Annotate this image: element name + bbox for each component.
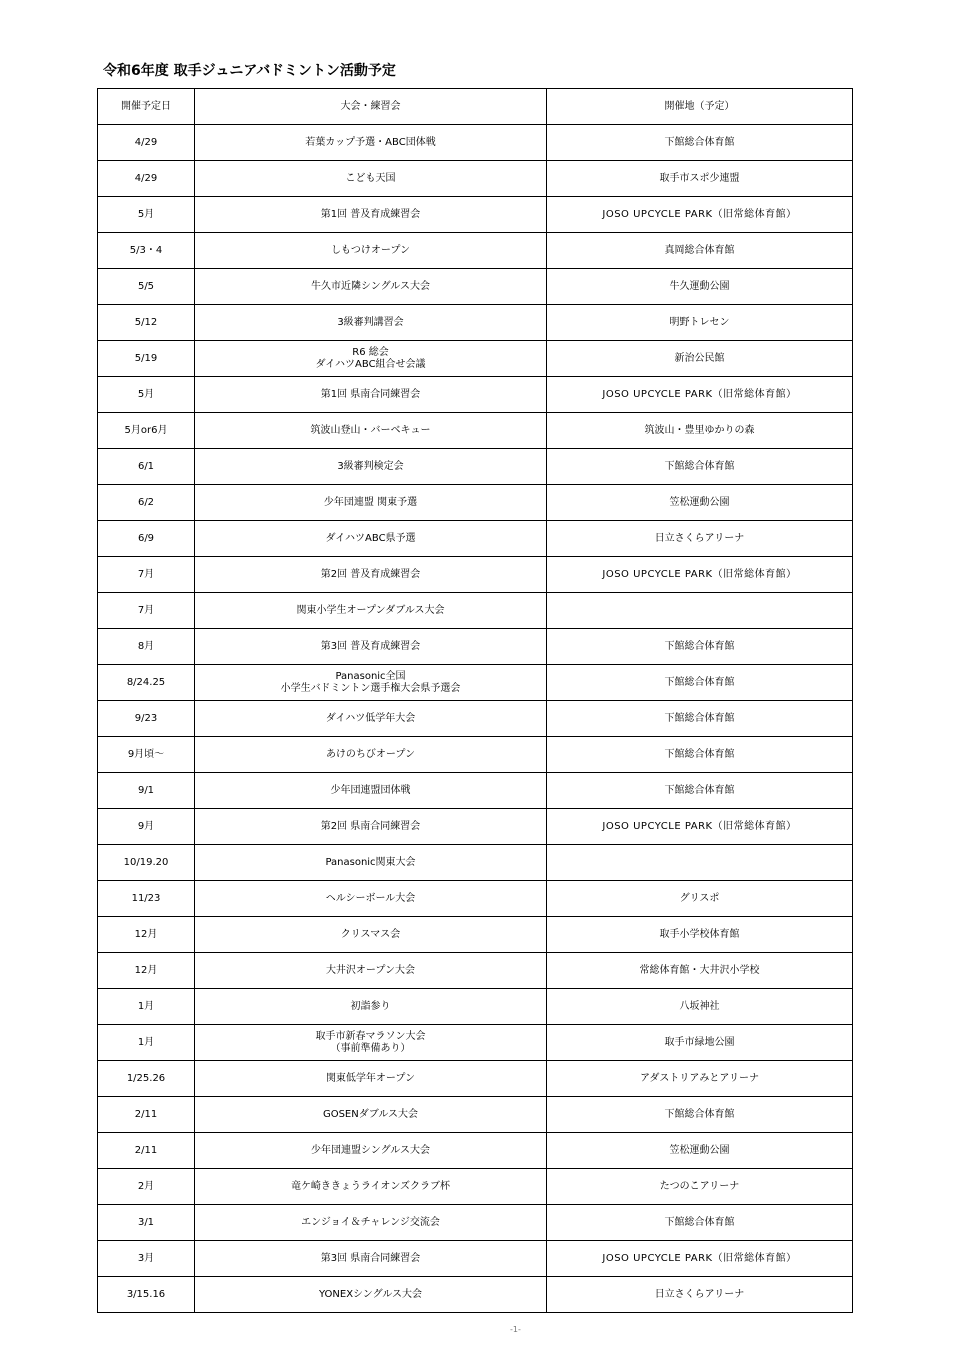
cell-event: 3級審判検定会	[195, 449, 547, 485]
cell-venue: 常総体育館・大井沢小学校	[547, 953, 853, 989]
cell-venue: 笠松運動公園	[547, 1133, 853, 1169]
table-row	[98, 701, 853, 737]
cell-venue: 取手小学校体育館	[547, 917, 853, 953]
cell-date: 5/3・4	[98, 233, 195, 269]
cell-venue: 下館総合体育館	[547, 1205, 853, 1241]
table-row	[98, 341, 853, 377]
cell-venue: 新治公民館	[547, 341, 853, 377]
cell-venue: 日立さくらアリーナ	[547, 521, 853, 557]
cell-event: こども天国	[195, 161, 547, 197]
table-row	[98, 737, 853, 773]
cell-event: 第2回 県南合同練習会	[195, 809, 547, 845]
cell-event: YONEXシングルス大会	[195, 1277, 547, 1313]
table-row	[98, 125, 853, 161]
cell-date: 5/12	[98, 305, 195, 341]
cell-date: 8/24.25	[98, 665, 195, 701]
cell-date: 10/19.20	[98, 845, 195, 881]
cell-event: ダイハツABC県予選	[195, 521, 547, 557]
cell-date: 7月	[98, 557, 195, 593]
table-row	[98, 665, 853, 701]
cell-date: 5/5	[98, 269, 195, 305]
cell-venue: JOSO UPCYCLE PARK（旧常総体育館）	[547, 809, 853, 845]
cell-event: しもつけオープン	[195, 233, 547, 269]
table-row	[98, 1097, 853, 1133]
header-event: 大会・練習会	[195, 89, 547, 125]
cell-venue: たつのこアリーナ	[547, 1169, 853, 1205]
table-row	[98, 269, 853, 305]
cell-event: 竜ケ崎ききょうライオンズクラブ杯	[195, 1169, 547, 1205]
cell-event: 初詣参り	[195, 989, 547, 1025]
cell-event: 少年団連盟 関東予選	[195, 485, 547, 521]
cell-event: 第2回 普及育成練習会	[195, 557, 547, 593]
cell-event: 第3回 県南合同練習会	[195, 1241, 547, 1277]
page-number: -1-	[510, 1325, 521, 1334]
cell-event: 大井沢オープン大会	[195, 953, 547, 989]
cell-venue: 取手市緑地公園	[547, 1025, 853, 1061]
cell-date: 5月or6月	[98, 413, 195, 449]
cell-date: 4/29	[98, 161, 195, 197]
cell-event: Panasonic全国 小学生バドミントン選手権大会県予選会	[195, 665, 547, 701]
header-venue: 開催地（予定）	[547, 89, 853, 125]
table-row	[98, 917, 853, 953]
cell-venue: 下館総合体育館	[547, 701, 853, 737]
cell-venue: 笠松運動公園	[547, 485, 853, 521]
cell-event: 牛久市近隣シングルス大会	[195, 269, 547, 305]
cell-event: 若葉カップ予選・ABC団体戦	[195, 125, 547, 161]
table-row	[98, 989, 853, 1025]
cell-venue: 下館総合体育館	[547, 629, 853, 665]
cell-date: 9月頃～	[98, 737, 195, 773]
cell-event: R6 総会 ダイハツABC組合せ会議	[195, 341, 547, 377]
cell-date: 1月	[98, 1025, 195, 1061]
cell-event: 3級審判講習会	[195, 305, 547, 341]
table-row	[98, 953, 853, 989]
cell-date: 1月	[98, 989, 195, 1025]
cell-event: ヘルシーボール大会	[195, 881, 547, 917]
cell-date: 3月	[98, 1241, 195, 1277]
cell-venue: 下館総合体育館	[547, 773, 853, 809]
table-row	[98, 449, 853, 485]
cell-venue: アダストリアみとアリーナ	[547, 1061, 853, 1097]
cell-event: 第1回 県南合同練習会	[195, 377, 547, 413]
table-row	[98, 413, 853, 449]
cell-date: 5月	[98, 197, 195, 233]
cell-event: クリスマス会	[195, 917, 547, 953]
cell-date: 6/9	[98, 521, 195, 557]
cell-date: 1/25.26	[98, 1061, 195, 1097]
cell-venue	[547, 593, 853, 629]
cell-event: GOSENダブルス大会	[195, 1097, 547, 1133]
cell-venue: 下館総合体育館	[547, 665, 853, 701]
cell-date: 9月	[98, 809, 195, 845]
cell-venue: 下館総合体育館	[547, 1097, 853, 1133]
cell-venue: 下館総合体育館	[547, 737, 853, 773]
table-header-row	[98, 89, 853, 125]
cell-event: 筑波山登山・バーベキュー	[195, 413, 547, 449]
cell-venue: 筑波山・豊里ゆかりの森	[547, 413, 853, 449]
table-row	[98, 1277, 853, 1313]
cell-event: 第1回 普及育成練習会	[195, 197, 547, 233]
cell-date: 2/11	[98, 1133, 195, 1169]
table-row	[98, 1061, 853, 1097]
page-title: 令和6年度 取手ジュニアバドミントン活動予定	[103, 63, 396, 79]
table-row	[98, 845, 853, 881]
table-row	[98, 1025, 853, 1061]
cell-date: 12月	[98, 953, 195, 989]
cell-venue: JOSO UPCYCLE PARK（旧常総体育館）	[547, 557, 853, 593]
cell-venue: 取手市スポ少連盟	[547, 161, 853, 197]
table-row	[98, 521, 853, 557]
cell-event: あけのちびオープン	[195, 737, 547, 773]
table-row	[98, 377, 853, 413]
cell-date: 6/2	[98, 485, 195, 521]
cell-date: 7月	[98, 593, 195, 629]
table-row	[98, 1241, 853, 1277]
cell-venue: 日立さくらアリーナ	[547, 1277, 853, 1313]
cell-event: 関東低学年オープン	[195, 1061, 547, 1097]
table-row	[98, 1205, 853, 1241]
cell-date: 4/29	[98, 125, 195, 161]
cell-date: 6/1	[98, 449, 195, 485]
cell-event: 少年団連盟団体戦	[195, 773, 547, 809]
cell-venue: 下館総合体育館	[547, 125, 853, 161]
cell-venue: グリスポ	[547, 881, 853, 917]
table-row	[98, 593, 853, 629]
schedule-table	[97, 88, 853, 1313]
cell-date: 12月	[98, 917, 195, 953]
cell-venue: 八坂神社	[547, 989, 853, 1025]
cell-event: Panasonic関東大会	[195, 845, 547, 881]
cell-date: 9/23	[98, 701, 195, 737]
header-date: 開催予定日	[98, 89, 195, 125]
cell-date: 2月	[98, 1169, 195, 1205]
cell-event: 第3回 普及育成練習会	[195, 629, 547, 665]
cell-event: 取手市新春マラソン大会 （事前準備あり）	[195, 1025, 547, 1061]
cell-venue: 下館総合体育館	[547, 449, 853, 485]
cell-venue: 明野トレセン	[547, 305, 853, 341]
table-row	[98, 161, 853, 197]
table-row	[98, 197, 853, 233]
cell-venue: 真岡総合体育館	[547, 233, 853, 269]
cell-date: 11/23	[98, 881, 195, 917]
cell-venue: 牛久運動公園	[547, 269, 853, 305]
table-row	[98, 305, 853, 341]
table-row	[98, 485, 853, 521]
cell-date: 9/1	[98, 773, 195, 809]
cell-date: 2/11	[98, 1097, 195, 1133]
cell-venue: JOSO UPCYCLE PARK（旧常総体育館）	[547, 197, 853, 233]
cell-date: 8月	[98, 629, 195, 665]
cell-date: 3/15.16	[98, 1277, 195, 1313]
table-row	[98, 629, 853, 665]
cell-venue	[547, 845, 853, 881]
table-row	[98, 809, 853, 845]
cell-venue: JOSO UPCYCLE PARK（旧常総体育館）	[547, 377, 853, 413]
table-row	[98, 1169, 853, 1205]
table-row	[98, 557, 853, 593]
cell-event: エンジョイ＆チャレンジ交流会	[195, 1205, 547, 1241]
table-row	[98, 1133, 853, 1169]
cell-event: 少年団連盟シングルス大会	[195, 1133, 547, 1169]
table-row	[98, 773, 853, 809]
cell-event: ダイハツ低学年大会	[195, 701, 547, 737]
cell-date: 3/1	[98, 1205, 195, 1241]
cell-date: 5月	[98, 377, 195, 413]
cell-event: 関東小学生オープンダブルス大会	[195, 593, 547, 629]
table-row	[98, 233, 853, 269]
table-row	[98, 881, 853, 917]
cell-venue: JOSO UPCYCLE PARK（旧常総体育館）	[547, 1241, 853, 1277]
cell-date: 5/19	[98, 341, 195, 377]
